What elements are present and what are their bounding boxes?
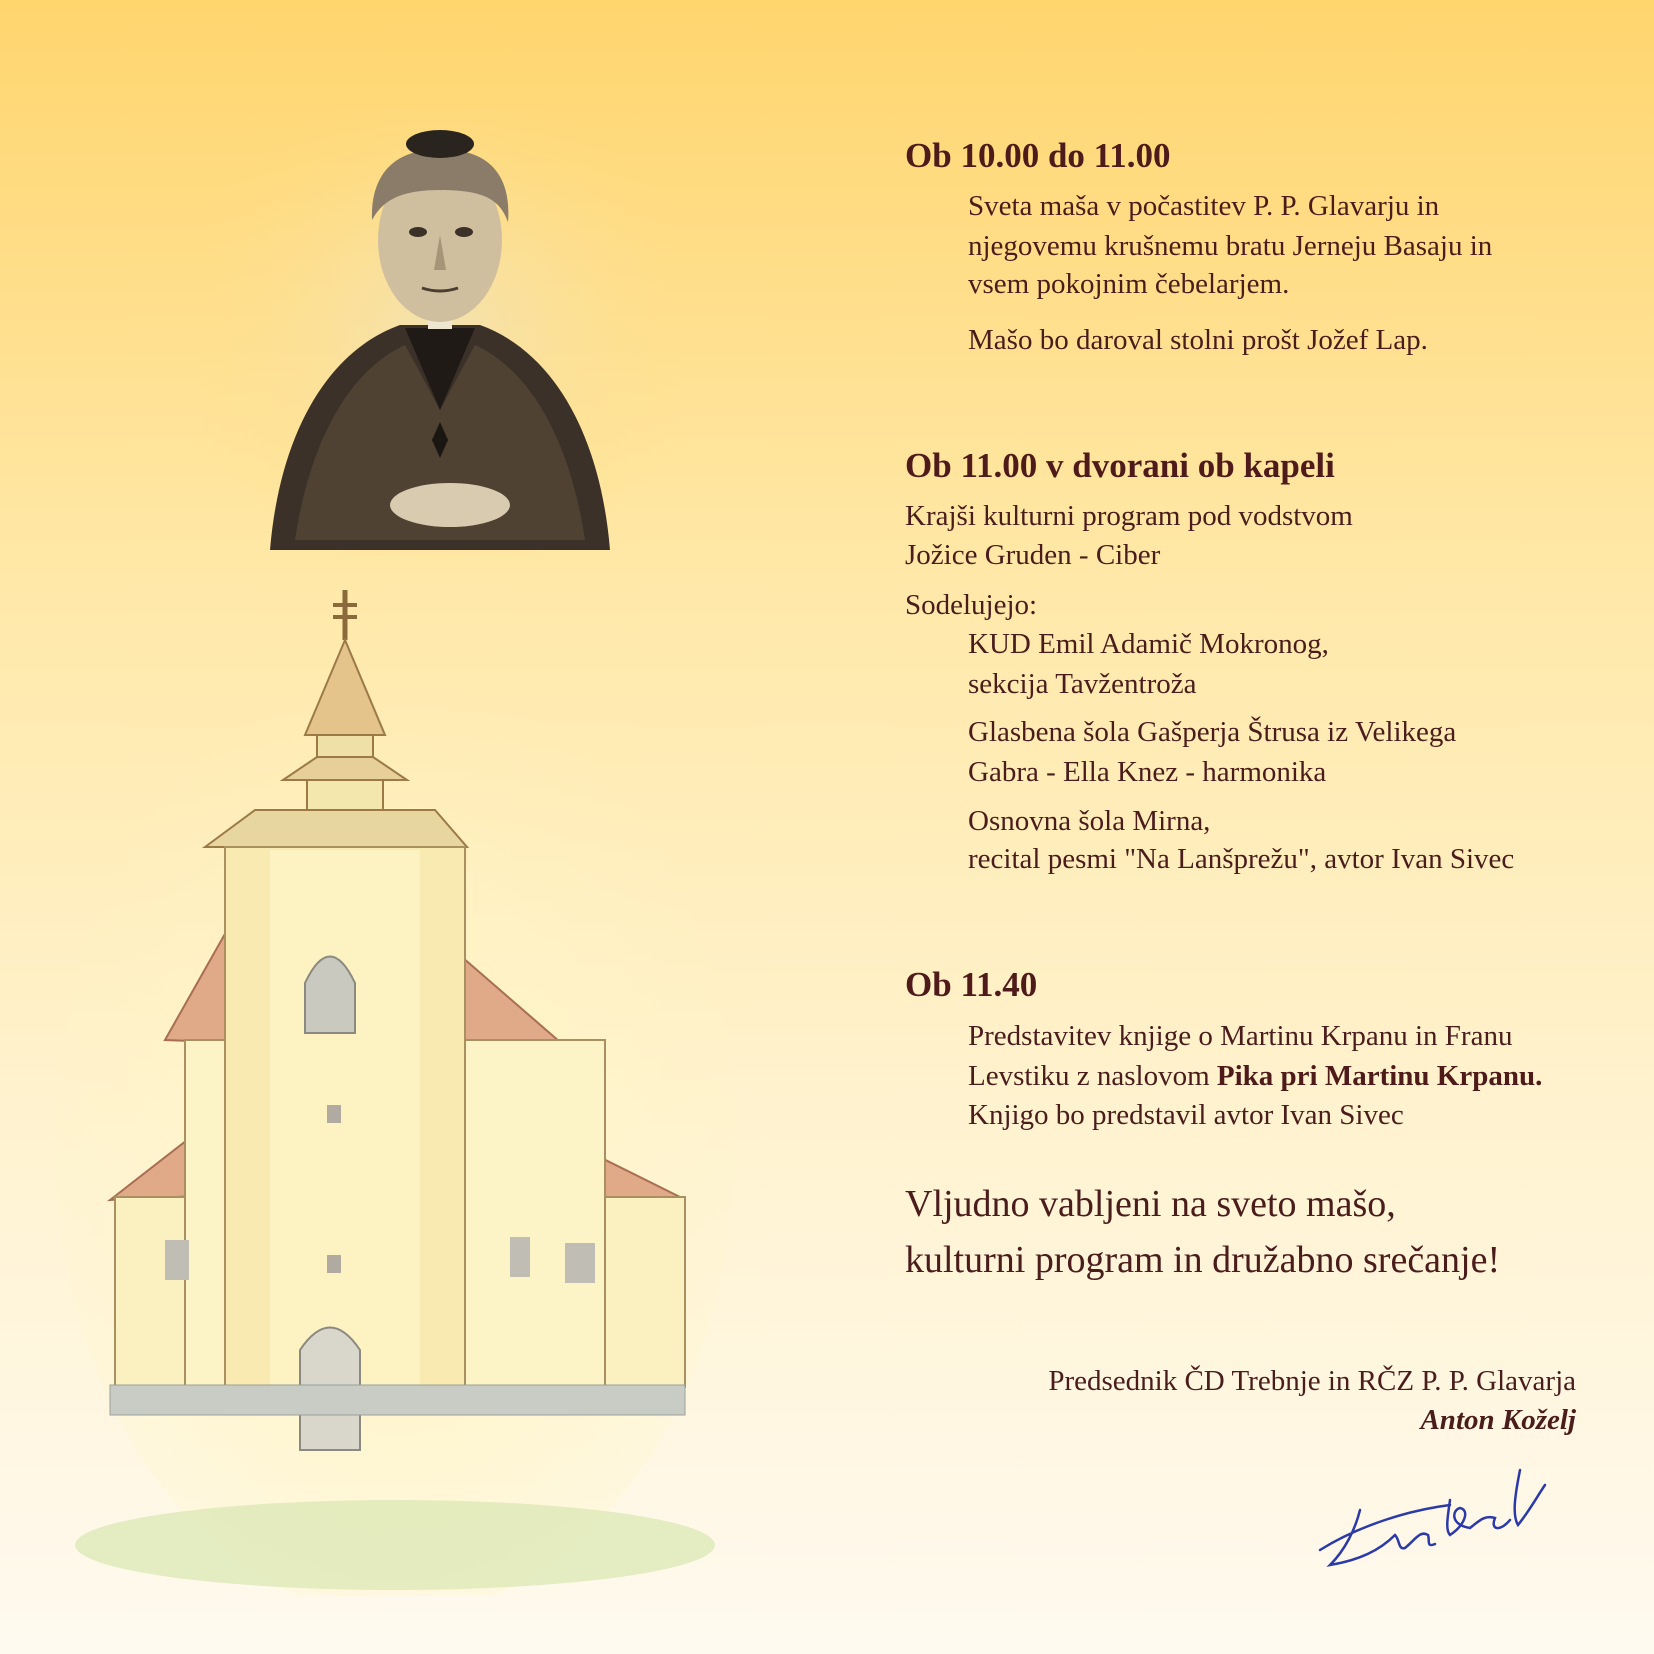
church-illustration [55,585,735,1595]
section-1-line: vsem pokojnim čebelarjem. [968,268,1290,300]
section-1-heading: Ob 10.00 do 11.00 [905,136,1171,175]
section-3-line: Knjigo bo predstavil avtor Ivan Sivec [968,1099,1404,1131]
participant-line: recital pesmi "Na Lanšprežu", avtor Ivan Sivec [968,843,1515,875]
portrait-illustration [200,110,680,560]
closing-line: kulturni program in družabno srečanje! [905,1239,1501,1281]
section-3-line [968,1060,1542,1093]
participant-line: Osnovna šola Mirna, [968,805,1211,837]
section-2-heading: Ob 11.00 v dvorani ob kapeli [905,446,1335,485]
signoff-name: Anton Koželj [1420,1404,1576,1436]
participant-line: KUD Emil Adamič Mokronog, [968,628,1329,660]
participant-line: Gabra - Ella Knez - harmonika [968,756,1327,788]
section-1-line: njegovemu krušnemu bratu Jerneju Basaju in [968,230,1493,262]
signoff-title: Predsednik ČD Trebnje in RČZ P. P. Glavarja [1048,1365,1576,1397]
section-1-line: Sveta maša v počastitev P. P. Glavarju in [968,190,1440,222]
section-1-line: Mašo bo daroval stolni prošt Jožef Lap. [968,324,1428,356]
section-3-line: Predstavitev knjige o Martinu Krpanu in Franu [968,1020,1513,1052]
section-2-intro: Jožice Gruden - Ciber [905,539,1161,571]
participant-line: sekcija Tavžentroža [968,668,1197,700]
section-2-intro: Krajši kulturni program pod vodstvom [905,500,1353,532]
handwritten-signature [1300,1440,1560,1580]
section-3-heading: Ob 11.40 [905,965,1038,1004]
book-title: Pika pri Martinu Krpanu. [1216,1060,1543,1092]
participants-label: Sodelujejo: [905,589,1038,621]
closing-line: Vljudno vabljeni na sveto mašo, [905,1183,1396,1225]
participant-line: Glasbena šola Gašperja Štrusa iz Velikega [968,716,1457,748]
section-3-text: Levstiku z naslovom [968,1060,1217,1092]
